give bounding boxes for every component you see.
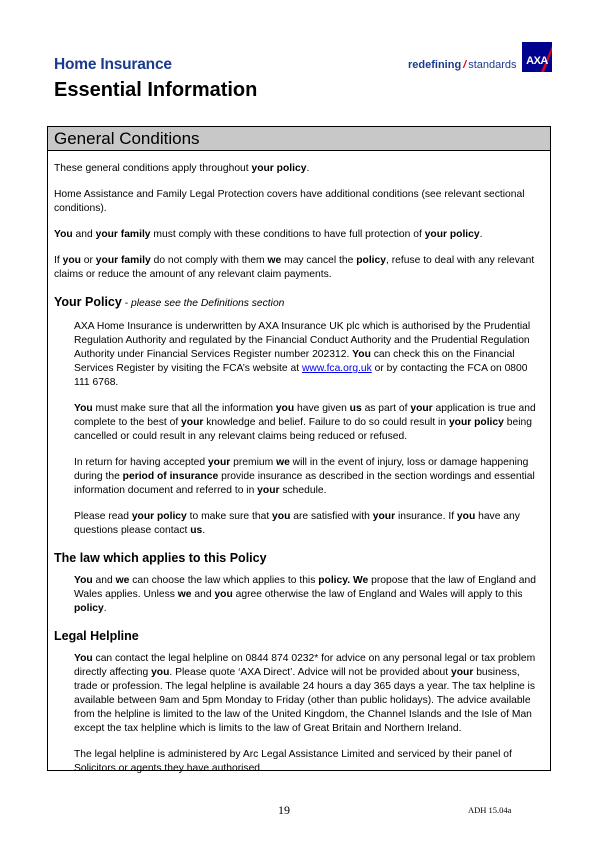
axa-logo <box>522 42 552 72</box>
document-reference: ADH 15.04a <box>468 805 512 815</box>
intro-paragraph-4: If you or your family do not comply with them we may cancel the policy, refuse to deal with any relevant claims or reduce the amount of any relevant claim payments. <box>54 255 535 280</box>
your-policy-paragraph-2: You must make sure that all the information you have given us as part of your application is true and complete to the best of your knowledge and belief. Failure to do so could result in your policy being cancelled or could result in any relevant claims being reduced or refused. <box>74 403 536 442</box>
law-paragraph: You and we can choose the law which applies to this policy. We propose that the law of England and Wales applies. Unless we and you agree otherwise the law of England and Wales will apply to this policy. <box>74 575 536 614</box>
tagline-right: standards <box>468 59 517 71</box>
intro-paragraph-3: You and your family must comply with these conditions to have full protection of your policy. <box>54 229 483 240</box>
your-policy-paragraph-4: Please read your policy to make sure that you are satisfied with your insurance. If you have any questions please contact us. <box>74 511 520 536</box>
section-title: General Conditions <box>48 127 550 151</box>
axa-logo-text: AXA <box>526 55 548 67</box>
legal-helpline-paragraph-2: The legal helpline is administered by Arc Legal Assistance Limited and serviced by their panel of Solicitors or agents they have authorised. <box>74 749 512 774</box>
intro-paragraph-1: These general conditions apply throughout your policy. <box>54 163 310 174</box>
intro-paragraph-2: Home Assistance and Family Legal Protection covers have additional conditions (see relevant sectional conditions). <box>54 189 525 214</box>
tagline-left: redefining <box>408 59 462 71</box>
tagline-slash: / <box>463 59 467 71</box>
general-conditions-box <box>47 126 551 774</box>
your-policy-paragraph-1: AXA Home Insurance is underwritten by AXA Insurance UK plc which is authorised by the Prudential Regulation Authority and regulated by the Financial Conduct Authority and the Prudential Regulation Authority under Financial Services Register number 202312. You can check this on the Financial Services Register by visiting the FCA’s website at www.fca.org.uk or by contacting the FCA on 0800 111 6768. <box>74 321 531 388</box>
brand-title: Home Insurance <box>54 56 172 73</box>
fca-website-link[interactable]: www.fca.org.uk <box>301 363 372 374</box>
your-policy-paragraph-3: In return for having accepted your premium we will in the event of injury, loss or damage happening during the period of insurance provide insurance as described in the section wordings and essential information document and referred to in your schedule. <box>74 457 535 496</box>
page-title: Essential Information <box>54 79 258 101</box>
your-policy-heading: Your Policy - please see the Definitions section <box>54 295 285 309</box>
legal-helpline-paragraph-1: You can contact the legal helpline on 0844 874 0232* for advice on any personal legal or tax problem directly affecting you. Please quote ‘AXA Direct’. Advice will not be provided about your business, trade or profession. The legal helpline is available 24 hours a day 365 days a year. The tax helpline is available between 9am and 5pm Monday to Friday (other than public holidays). The advice available from the helpline is limited to the law of the United Kingdom, the Channel Islands and the Isle of Man except the tax helpline which is limits to the law of Great Britain and Northern Ireland. <box>74 653 536 734</box>
law-heading: The law which applies to this Policy <box>54 551 267 565</box>
tagline <box>408 59 517 71</box>
page-number: 19 <box>278 803 290 817</box>
section-content <box>48 151 550 776</box>
legal-helpline-heading: Legal Helpline <box>54 629 139 643</box>
